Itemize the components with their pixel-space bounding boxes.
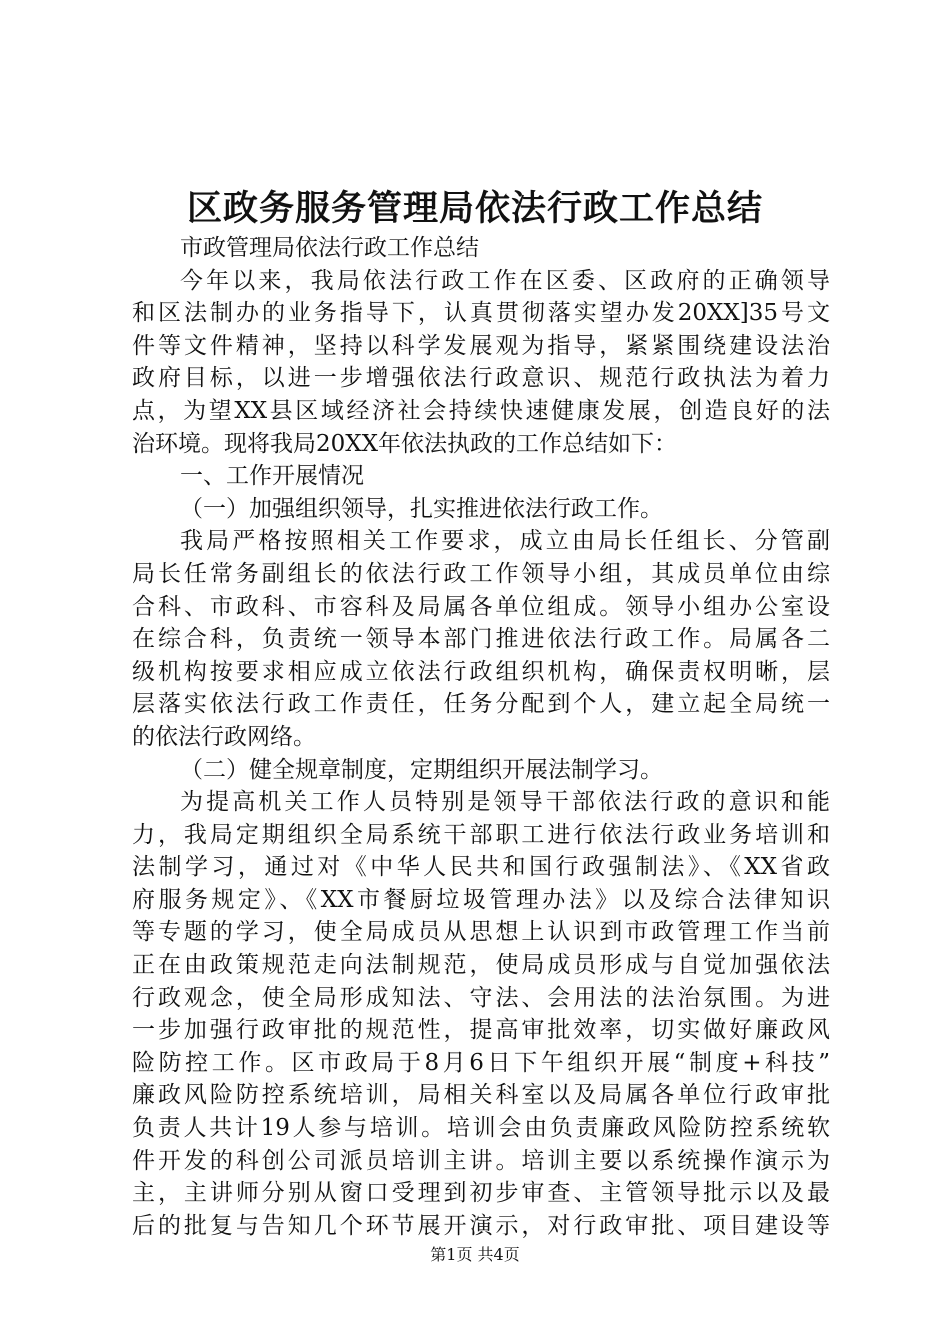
document-body <box>132 232 830 1242</box>
paragraph-line: 一步加强行政审批的规范性，提高审批效率，切实做好廉政风 <box>132 1017 830 1044</box>
paragraph-line: 件开发的科创公司派员培训主讲。培训主要以系统操作演示为 <box>132 1147 830 1174</box>
paragraph-line: 点，为望XX县区域经济社会持续快速健康发展，创造良好的法 <box>132 397 830 424</box>
page-number-footer: 第1页 共4页 <box>430 1245 520 1264</box>
paragraph-line: 今年以来，我局依法行政工作在区委、区政府的正确领导 <box>180 267 830 294</box>
paragraph-line: 法制学习，通过对《中华人民共和国行政强制法》、《XX省政 <box>132 854 830 881</box>
paragraph-line: 等专题的学习，使全局成员从思想上认识到市政管理工作当前 <box>132 919 830 946</box>
paragraph-line: 正在由政策规范走向法制规范，使局成员形成与自觉加强依法 <box>132 952 830 979</box>
paragraph-line: 层落实依法行政工作责任，任务分配到个人，建立起全局统一 <box>132 691 830 718</box>
paragraph-line: 市政管理局依法行政工作总结 <box>180 235 479 261</box>
paragraph-line: 力，我局定期组织全局系统干部职工进行依法行政业务培训和 <box>132 821 830 848</box>
paragraph-line: 治环境。现将我局20XX年依法执政的工作总结如下： <box>132 430 678 457</box>
paragraph-line: 府服务规定》、《XX市餐厨垃圾管理办法》以及综合法律知识 <box>132 886 830 913</box>
paragraph-line: 局长任常务副组长的依法行政工作领导小组，其成员单位由综 <box>132 560 830 587</box>
paragraph-line: 我局严格按照相关工作要求，成立由局长任组长、分管副 <box>180 528 830 555</box>
section-heading: 一、工作开展情况 <box>180 463 364 490</box>
paragraph-line: 在综合科，负责统一领导本部门推进依法行政工作。局属各二 <box>132 626 830 653</box>
paragraph-line: 和区法制办的业务指导下，认真贯彻落实望办发20XX]35号文 <box>132 300 830 327</box>
paragraph-line: 廉政风险防控系统培训，局相关科室以及局属各单位行政审批 <box>132 1082 830 1109</box>
paragraph-line: 级机构按要求相应成立依法行政组织机构，确保责权明晰，层 <box>132 658 830 685</box>
paragraph-line: 主，主讲师分别从窗口受理到初步审查、主管领导批示以及最 <box>132 1180 830 1207</box>
paragraph-line: 为提高机关工作人员特别是领导干部依法行政的意识和能 <box>180 789 830 816</box>
paragraph-line: 政府目标，以进一步增强依法行政意识、规范行政执法为着力 <box>132 365 830 392</box>
paragraph-line: 合科、市政科、市容科及局属各单位组成。领导小组办公室设 <box>132 593 830 620</box>
paragraph-line: 负责人共计19人参与培训。培训会由负责廉政风险防控系统软 <box>132 1115 830 1142</box>
paragraph-line: 件等文件精神，坚持以科学发展观为指导，紧紧围绕建设法治 <box>132 332 830 359</box>
paragraph-line: 行政观念，使全局形成知法、守法、会用法的法治氛围。为进 <box>132 984 830 1011</box>
paragraph-line: 险防控工作。区市政局于8月6日下午组织开展“制度+科技” <box>132 1049 830 1076</box>
subsection-heading: （一）加强组织领导，扎实推进依法行政工作。 <box>180 495 663 522</box>
document-title: 区政务服务管理局依法行政工作总结 <box>186 188 763 229</box>
paragraph-line: 的依法行政网络。 <box>132 723 316 750</box>
subsection-heading: （二）健全规章制度，定期组织开展法制学习。 <box>180 756 663 783</box>
paragraph-line: 后的批复与告知几个环节展开演示，对行政审批、项目建设等 <box>132 1212 830 1239</box>
